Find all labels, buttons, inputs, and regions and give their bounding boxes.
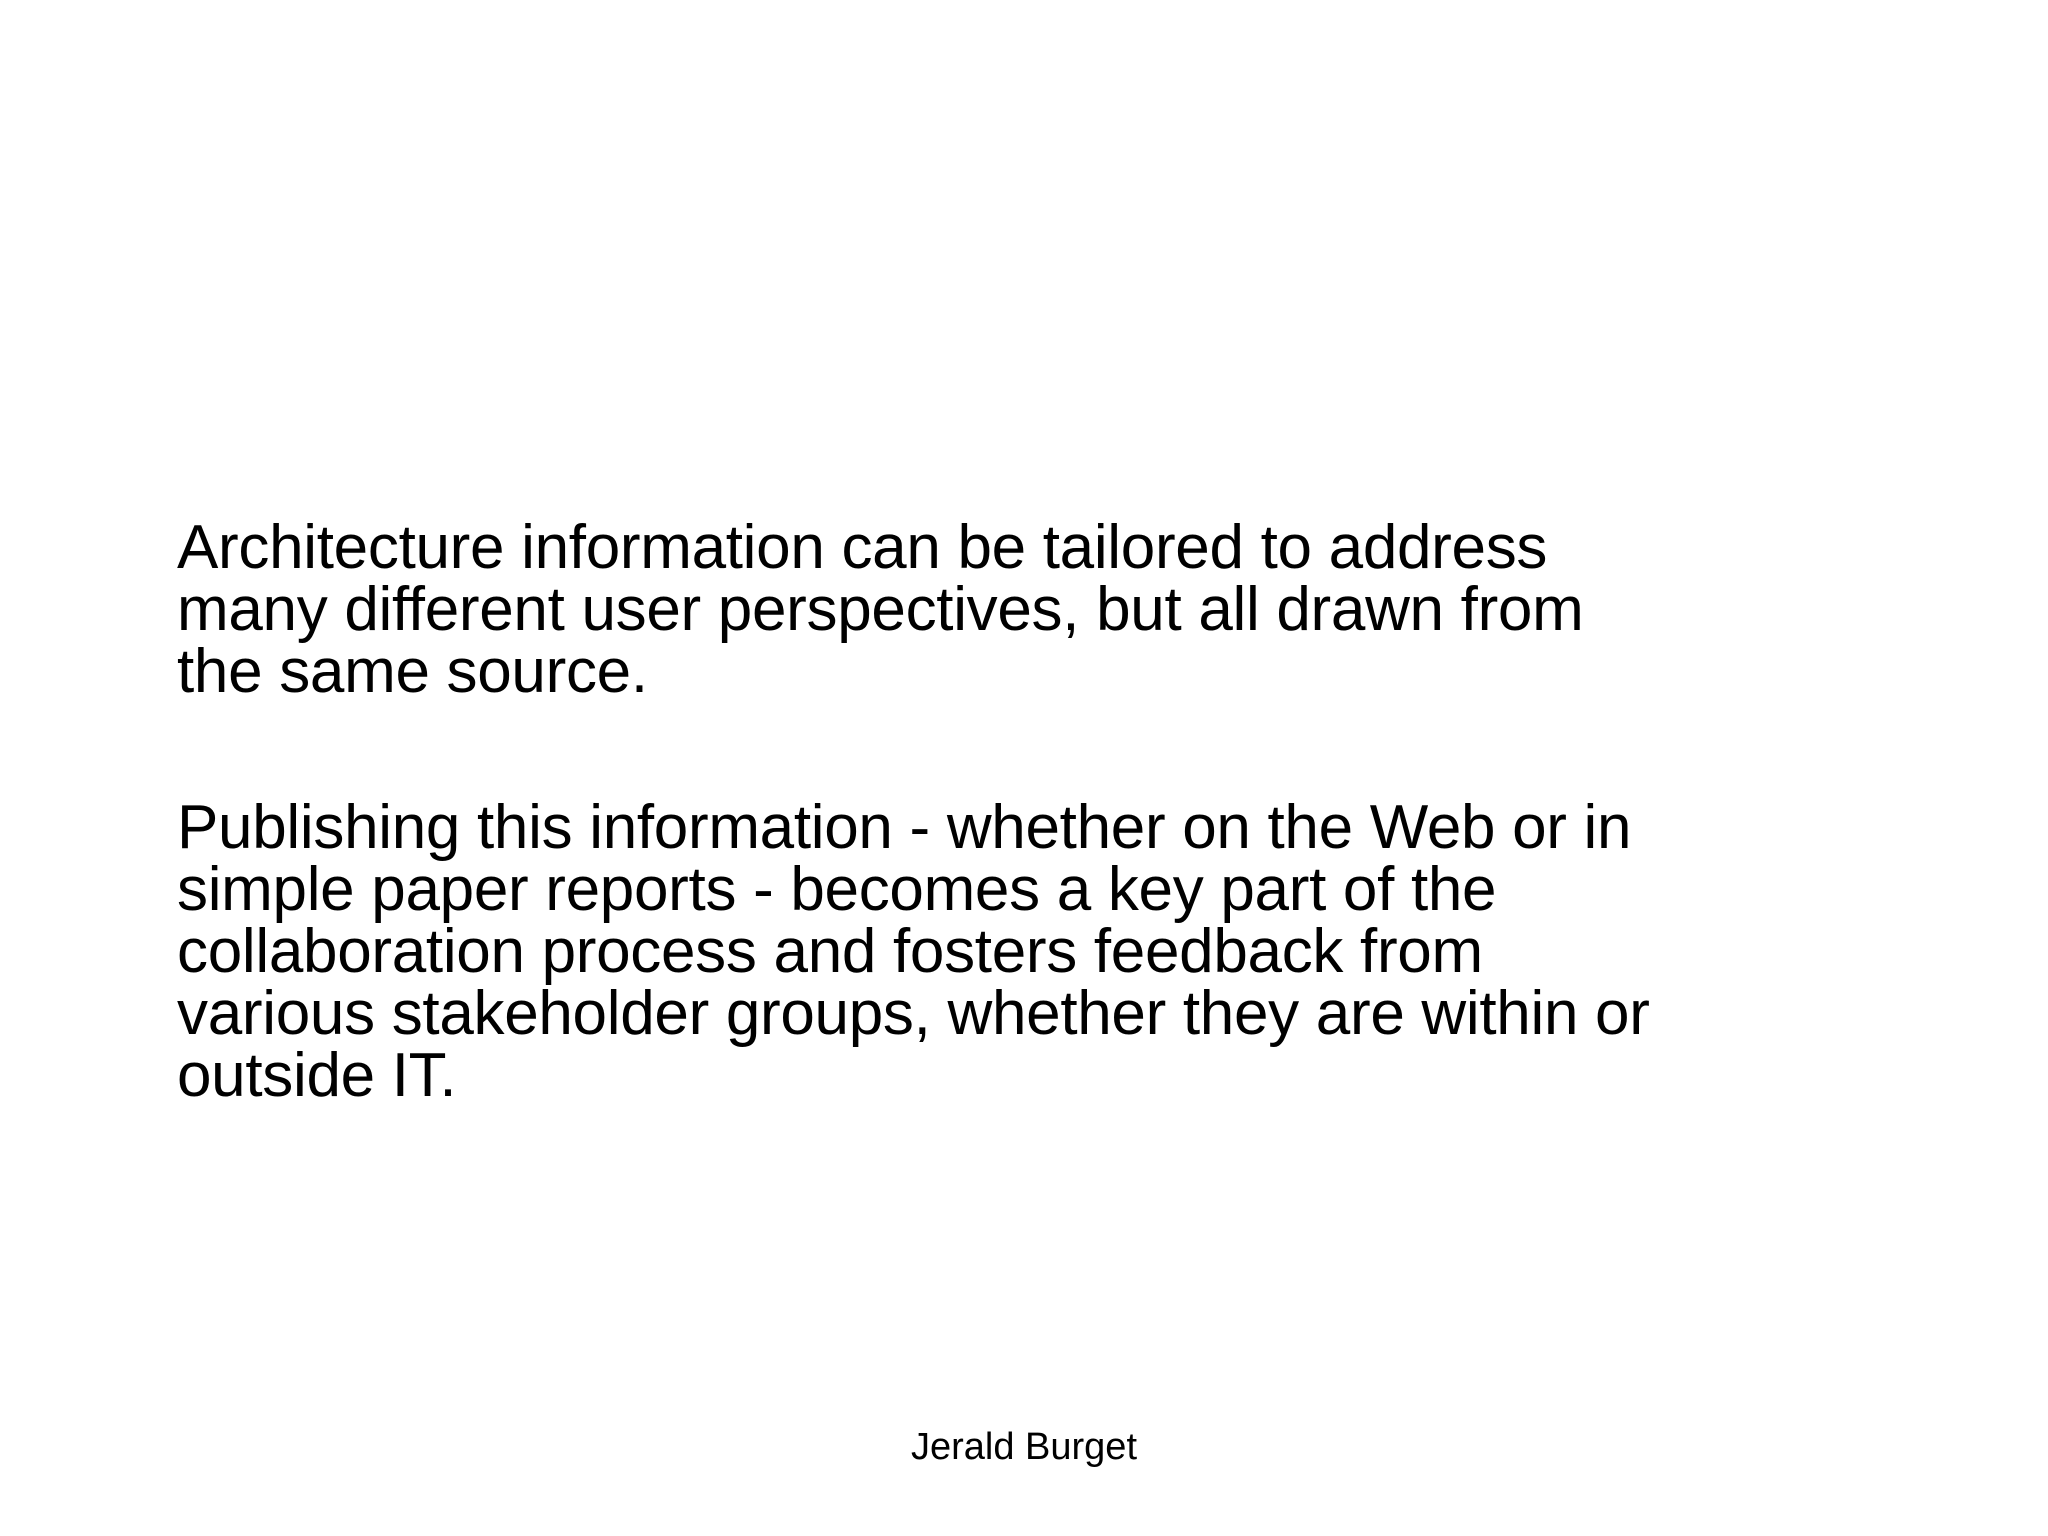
paragraph-line: the same source. [177,637,648,706]
paragraph-line: Publishing this information - whether on the Web or in [177,793,1632,862]
paragraph-line: collaboration process and fosters feedback from [177,917,1483,986]
paragraph-line: simple paper reports - becomes a key part of the [177,855,1497,924]
slide-body [177,513,1937,1110]
paragraph-line: Architecture information can be tailored to address [177,513,1548,582]
slide-footer-author: Jerald Burget [910,1426,1137,1468]
paragraph-line: outside IT. [177,1041,457,1110]
paragraph-publishing-information [177,793,1937,1110]
paragraph-line: various stakeholder groups, whether they are within or [177,979,1650,1048]
paragraph-line: many different user perspectives, but all drawn from [177,575,1584,644]
paragraph-architecture-information [177,513,1937,706]
